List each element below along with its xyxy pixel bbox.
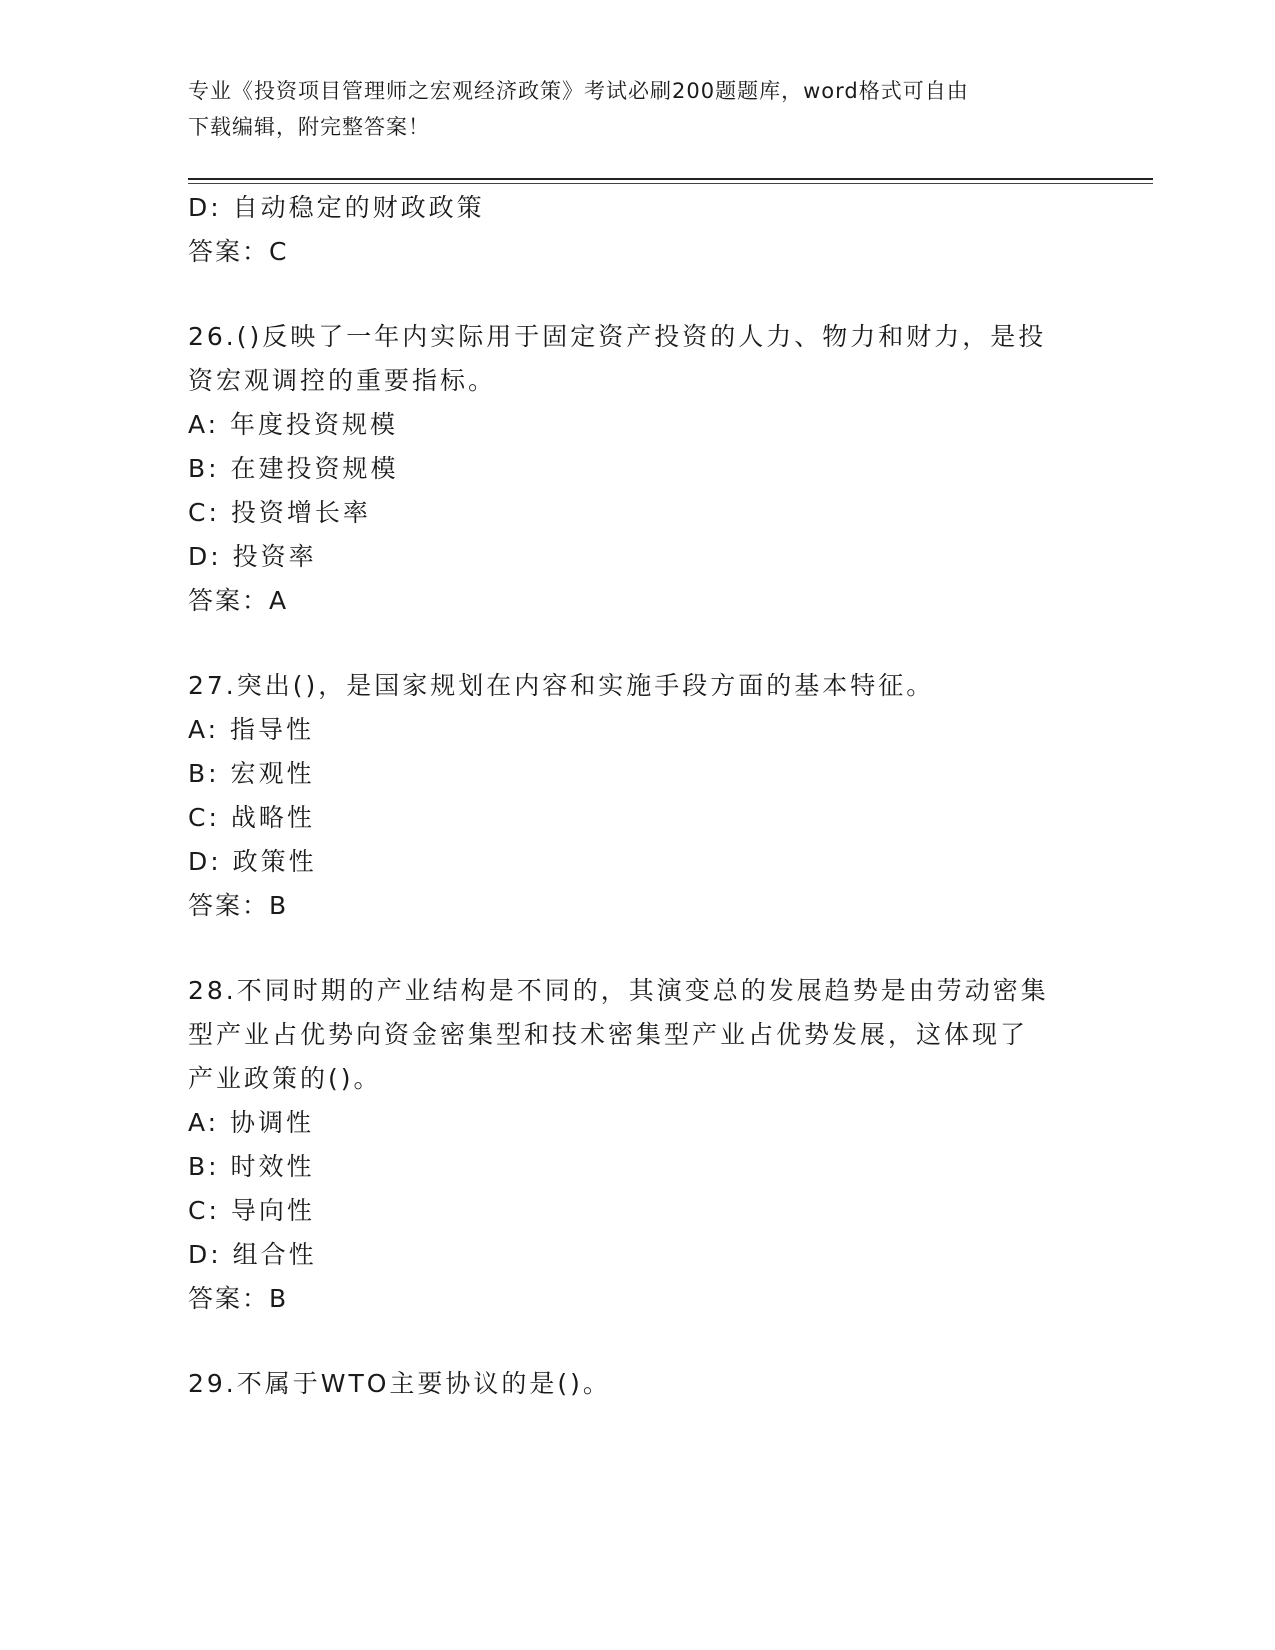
answer-line: 答案：A (188, 586, 289, 615)
question-stem-line: 产业政策的()。 (188, 1064, 382, 1093)
answer-line: 答案：B (188, 1284, 289, 1313)
answer-line: 答案：B (188, 891, 289, 920)
document-header (188, 73, 1088, 145)
header-divider-thin (188, 183, 1153, 184)
question-stem-line: 资宏观调控的重要指标。 (188, 366, 497, 395)
option-d: D: 自动稳定的财政政策 (188, 193, 485, 222)
option-a: A: 年度投资规模 (188, 410, 399, 439)
header-line-2: 下载编辑，附完整答案！ (188, 115, 430, 139)
option-d: D: 政策性 (188, 847, 317, 876)
option-c: C: 投资增长率 (188, 498, 371, 527)
question-stem-line: 29.不属于WTO主要协议的是()。 (188, 1369, 611, 1398)
option-d: D: 投资率 (188, 542, 317, 571)
question-stem-line: 型产业占优势向资金密集型和技术密集型产业占优势发展，这体现了 (188, 1020, 1029, 1049)
header-divider (188, 178, 1153, 180)
option-b: B: 宏观性 (188, 759, 315, 788)
question-stem-line: 27.突出()，是国家规划在内容和实施手段方面的基本特征。 (188, 671, 935, 700)
question-stem-line: 28.不同时期的产业结构是不同的，其演变总的发展趋势是由劳动密集 (188, 976, 1049, 1005)
option-b: B: 在建投资规模 (188, 454, 399, 483)
answer-line: 答案：C (188, 237, 289, 266)
option-b: B: 时效性 (188, 1152, 315, 1181)
option-d: D: 组合性 (188, 1240, 317, 1269)
option-c: C: 战略性 (188, 803, 315, 832)
header-line-1: 专业《投资项目管理师之宏观经济政策》考试必刷200题题库，word格式可自由 (188, 79, 969, 103)
option-a: A: 指导性 (188, 715, 315, 744)
option-a: A: 协调性 (188, 1108, 315, 1137)
question-stem-line: 26.()反映了一年内实际用于固定资产投资的人力、物力和财力，是投 (188, 322, 1047, 351)
option-c: C: 导向性 (188, 1196, 315, 1225)
